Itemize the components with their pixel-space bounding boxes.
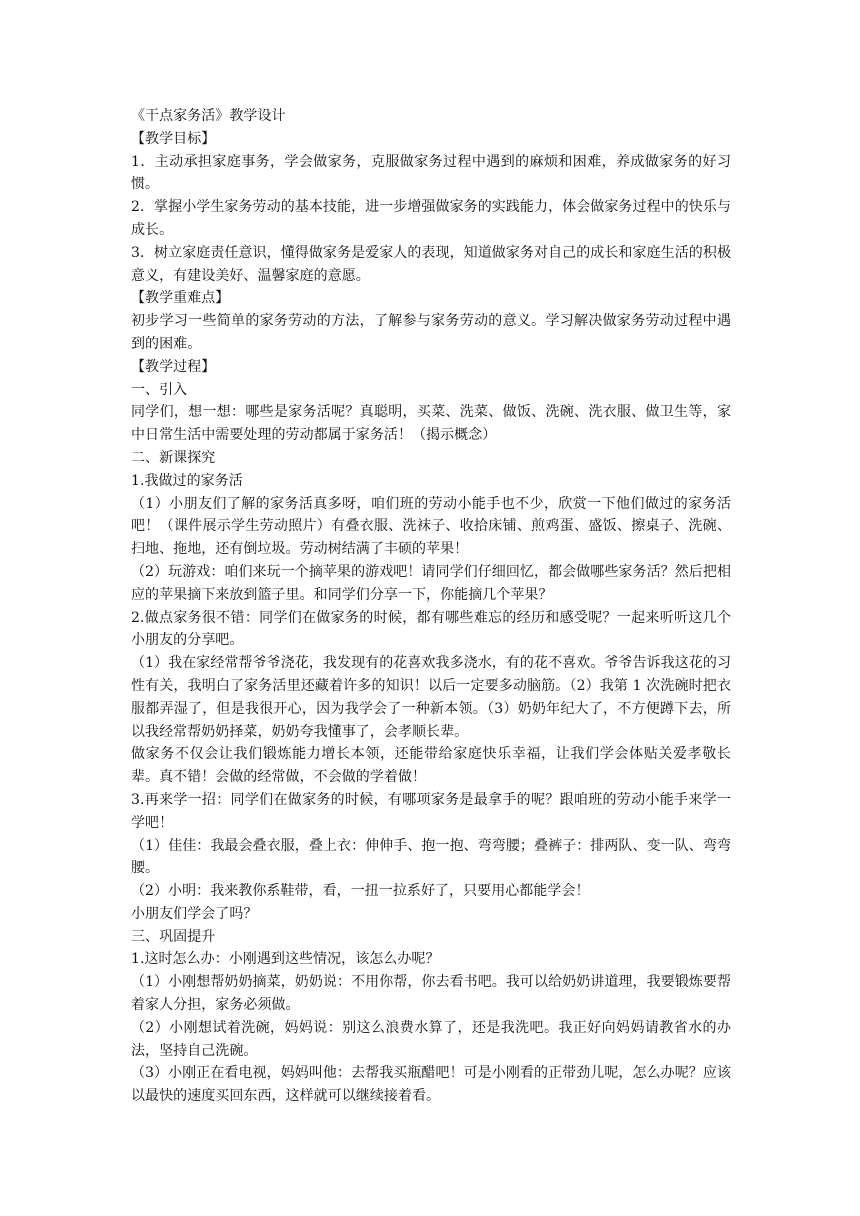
subsection-title: 2.做点家务很不错：同学们在做家务的时候，都有哪些难忘的经历和感受呢？一起来听听这几个小朋友的分享吧。 <box>131 609 731 649</box>
section-heading-key-points: 【教学重难点】 <box>131 290 230 307</box>
paragraph: （1）小朋友们了解的家务活真多呀，咱们班的劳动小能手也不少，欣赏一下他们做过的家务活吧！（课件展示学生劳动照片）有叠衣服、洗袜子、收拾床铺、煎鸡蛋、盛饭、擦桌子、洗碗、扫地、拖地，还有倒垃圾。劳动树结满了丰硕的苹果！ <box>131 495 731 558</box>
subsection-title: 1.这时怎么办：小刚遇到这些情况，该怎么办呢？ <box>131 951 440 968</box>
paragraph: （1）佳佳：我最会叠衣服，叠上衣：伸伸手、抱一抱、弯弯腰；叠裤子：排两队、变一队、弯弯腰。 <box>131 837 731 877</box>
goal-item: 1．主动承担家庭事务，学会做家务，克服做家务过程中遇到的麻烦和困难，养成做家务的好习惯。 <box>131 153 731 193</box>
paragraph: 做家务不仅会让我们锻炼能力增长本领，还能带给家庭快乐幸福，让我们学会体贴关爱孝敬长辈。真不错！会做的经常做，不会做的学着做！ <box>131 746 731 786</box>
paragraph: （1）我在家经常帮爷爷浇花，我发现有的花喜欢我多浇水，有的花不喜欢。爷爷告诉我这花的习性有关，我明白了家务活里还藏着许多的知识！以后一定要多动脑筋。（2）我第 1 次洗碗时把衣服都弄湿了，但是我很开心，因为我学会了一种新本领。（3）奶奶年纪大了，不方便蹲下去，所以我经常帮奶奶择菜，奶奶夸我懂事了，会孝顺长辈。 <box>131 655 731 740</box>
section-heading-goals: 【教学目标】 <box>131 130 216 147</box>
paragraph: （2）玩游戏：咱们来玩一个摘苹果的游戏吧！请同学们仔细回忆，都会做哪些家务活？然后把相应的苹果摘下来放到篮子里。和同学们分享一下，你能摘几个苹果？ <box>131 563 731 603</box>
section-heading-process: 【教学过程】 <box>131 358 216 375</box>
part-heading: 三、巩固提升 <box>131 928 216 945</box>
goal-item: 3．树立家庭责任意识，懂得做家务是爱家人的表现，知道做家务对自己的成长和家庭生活的积极意义，有建设美好、温馨家庭的意愿。 <box>131 244 731 284</box>
paragraph: （3）小刚正在看电视，妈妈叫他：去帮我买瓶醋吧！可是小刚看的正带劲儿呢，怎么办呢？应该以最快的速度买回东西，这样就可以继续接着看。 <box>131 1065 731 1105</box>
subsection-title: 3.再来学一招：同学们在做家务的时候，有哪项家务是最拿手的呢？跟咱班的劳动小能手来学一学吧！ <box>131 791 731 831</box>
goal-item: 2．掌握小学生家务劳动的基本技能，进一步增强做家务的实践能力，体会做家务过程中的快乐与成长。 <box>131 199 731 238</box>
document-body <box>131 105 731 1108</box>
paragraph: （2）小刚想试着洗碗，妈妈说：别这么浪费水算了，还是我洗吧。我正好向妈妈请教省水的办法，坚持自己洗碗。 <box>131 1019 731 1059</box>
subsection-title: 1.我做过的家务活 <box>131 472 243 489</box>
part-heading: 一、引入 <box>131 381 188 398</box>
part-heading: 二、新课探究 <box>131 449 216 466</box>
paragraph: 初步学习一些简单的家务劳动的方法，了解参与家务劳动的意义。学习解决做家务劳动过程中遇到的困难。 <box>131 313 731 352</box>
doc-title: 《干点家务活》教学设计 <box>131 108 286 124</box>
paragraph: （1）小刚想帮奶奶摘菜，奶奶说：不用你帮，你去看书吧。我可以给奶奶讲道理，我要锻炼要帮着家人分担，家务必须做。 <box>131 974 731 1014</box>
paragraph: 小朋友们学会了吗？ <box>131 905 258 922</box>
paragraph: 同学们，想一想：哪些是家务活呢？真聪明，买菜、洗菜、做饭、洗碗、洗衣服、做卫生等，家中日常生活中需要处理的劳动都属于家务活！（揭示概念） <box>131 404 731 444</box>
paragraph: （2）小明：我来教你系鞋带，看，一扭一拉系好了，只要用心都能学会！ <box>131 883 590 900</box>
